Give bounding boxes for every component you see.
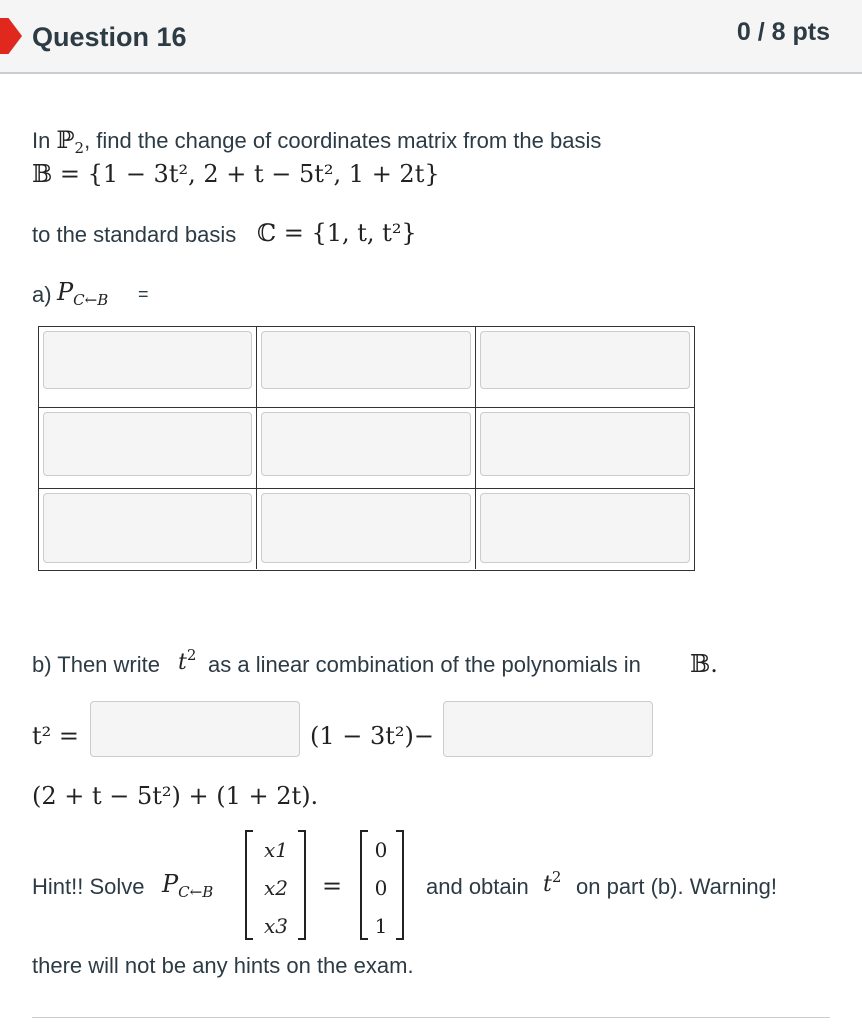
flag-icon[interactable]	[0, 18, 22, 54]
rhs-vector-entry: 0	[374, 838, 388, 862]
matrix-cell	[39, 327, 257, 408]
part-b-lhs: t² =	[32, 722, 80, 750]
rhs-vector-entry: 1	[374, 914, 388, 938]
prompt-prefix: In	[32, 128, 51, 153]
matrix-cell	[257, 327, 476, 408]
part-a-equals: =	[138, 284, 149, 304]
rhs-vector-left-bracket	[360, 830, 368, 940]
matrix-input-r2c1[interactable]	[43, 412, 252, 476]
hint-suffix-a: and obtain	[426, 874, 529, 899]
x-vector-right-bracket	[298, 830, 306, 940]
x-vector-entry: x3	[263, 914, 288, 938]
part-b-t2: $t^2$	[178, 646, 197, 675]
x-vector-left-bracket	[245, 830, 253, 940]
coefficient-input-2[interactable]	[443, 701, 653, 757]
part-a-label: a)	[32, 282, 52, 307]
space-symbol: ℙ$_2$	[56, 126, 85, 157]
rhs-vector-entry: 0	[374, 876, 388, 900]
matrix-cell	[39, 489, 257, 569]
hint-suffix-b: on part (b). Warning!	[576, 874, 777, 899]
part-b-text-prefix: b) Then write	[32, 652, 160, 677]
coefficient-input-1[interactable]	[90, 701, 300, 757]
basis-c: ℂ = {1, t, t²}	[257, 219, 417, 247]
basis-b: 𝔹 = {1 − 3t², 2 + t − 5t², 1 + 2t}	[32, 160, 440, 188]
x-vector-entry: x2	[263, 876, 288, 900]
part-a-matrix-symbol: $P_{C\leftarrow B}$	[57, 278, 109, 309]
hint-t2: $t^2$	[543, 868, 562, 897]
matrix-input-r1c3[interactable]	[480, 331, 690, 389]
question-header	[0, 0, 862, 74]
matrix-cell	[257, 489, 476, 569]
part-b-basis-symbol: 𝔹.	[690, 650, 718, 678]
matrix-input-r1c1[interactable]	[43, 331, 252, 389]
matrix-input-r1c2[interactable]	[261, 331, 471, 389]
part-b-text-suffix: as a linear combination of the polynomials in	[208, 652, 641, 677]
hint-matrix-symbol: $P_{C\leftarrow B}$	[162, 870, 214, 901]
prompt-suffix: , find the change of coordinates matrix from the basis	[84, 128, 602, 153]
matrix-input-r3c3[interactable]	[480, 493, 690, 563]
x-vector-entry: x1	[263, 838, 288, 862]
matrix-input-r3c1[interactable]	[43, 493, 252, 563]
standard-basis-text: to the standard basis	[32, 222, 237, 247]
matrix-input-r3c2[interactable]	[261, 493, 471, 563]
matrix-cell	[39, 408, 257, 489]
hint-line-2: there will not be any hints on the exam.	[32, 953, 414, 978]
question-title: Question 16	[32, 22, 187, 52]
matrix-input-r2c3[interactable]	[480, 412, 690, 476]
matrix-cell	[476, 327, 694, 408]
matrix-answer-table	[38, 326, 695, 571]
prompt-line-3	[32, 222, 236, 248]
prompt-line-1	[32, 126, 602, 157]
part-b-line2: (2 + t − 5t²) + (1 + 2t).	[32, 782, 319, 810]
matrix-cell	[257, 408, 476, 489]
rhs-vector-right-bracket	[396, 830, 404, 940]
matrix-cell	[476, 408, 694, 489]
part-b-term1: (1 − 3t²)−	[310, 722, 435, 750]
matrix-cell	[476, 489, 694, 569]
hint-prefix: Hint!! Solve	[32, 874, 145, 899]
hint-equals: =	[322, 872, 343, 900]
matrix-input-r2c2[interactable]	[261, 412, 471, 476]
footer-divider	[32, 1017, 830, 1018]
points-label: 0 / 8 pts	[736, 18, 830, 46]
